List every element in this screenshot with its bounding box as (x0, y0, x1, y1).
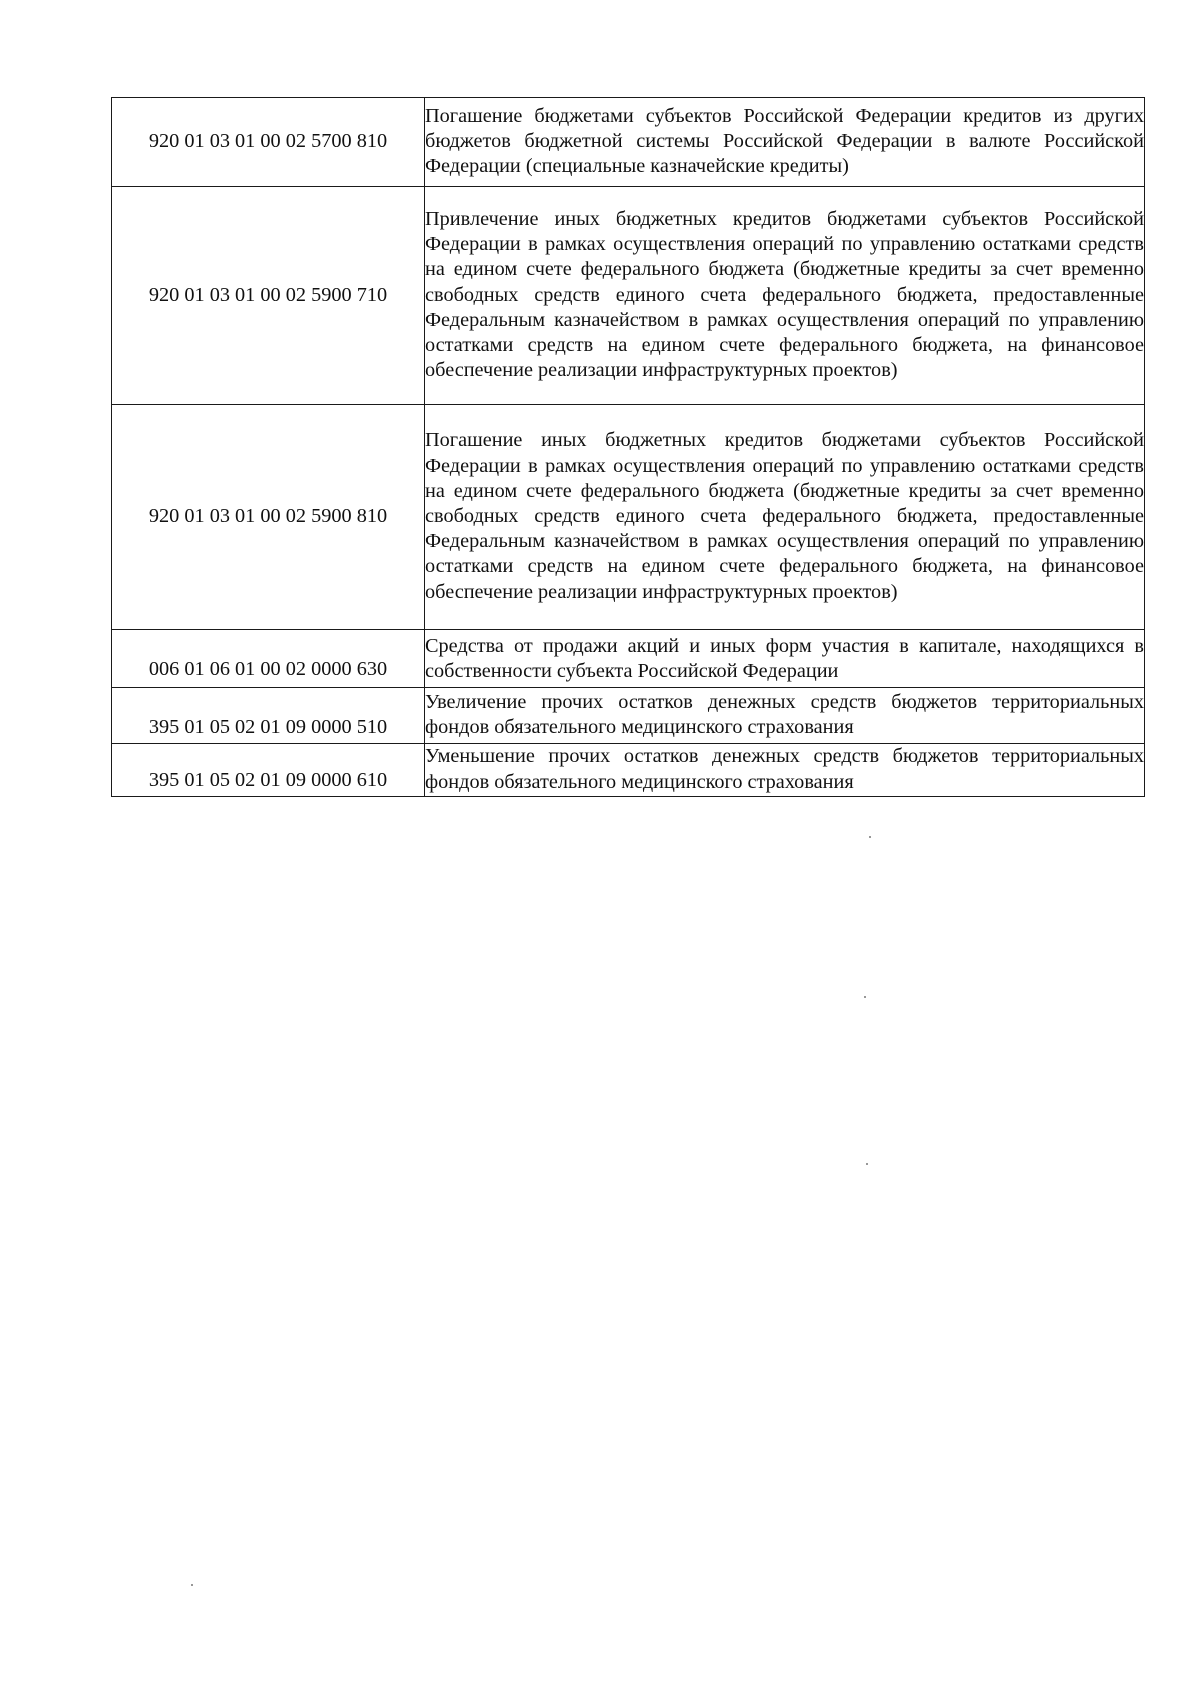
row-description: Привлечение иных бюджетных кредитов бюджетами субъектов Российской Федерации в рамках осуществления операций по управлению остатками средств на едином счете федерального бюджета (бюджетные кредиты за счет временно свободных средств единого счета федерального бюджета, предоставленные Федеральным казначейством в рамках осуществления операций по управлению остатками средств на едином счете федерального бюджета, на финансовое обеспечение реализации инфраструктурных проектов) (425, 186, 1145, 404)
classification-code: 920 01 03 01 00 02 5900 810 (112, 404, 425, 629)
row-description: Увеличение прочих остатков денежных средств бюджетов территориальных фондов обязательного медицинского страхования (425, 687, 1145, 743)
table-row (112, 98, 1145, 187)
budget-classification-table (111, 97, 1145, 797)
classification-code: 920 01 03 01 00 02 5900 710 (112, 186, 425, 404)
classification-code: 395 01 05 02 01 09 0000 610 (112, 743, 425, 796)
scan-speck (864, 996, 866, 998)
row-description: Погашение бюджетами субъектов Российской Федерации кредитов из других бюджетов бюджетной системы Российской Федерации в валюте Российской Федерации (специальные казначейские кредиты) (425, 98, 1145, 187)
row-description: Погашение иных бюджетных кредитов бюджетами субъектов Российской Федерации в рамках осуществления операций по управлению остатками средств на едином счете федерального бюджета (бюджетные кредиты за счет временно свободных средств единого счета федерального бюджета, предоставленные Федеральным казначейством в рамках осуществления операций по управлению остатками средств на едином счете федерального бюджета, на финансовое обеспечение реализации инфраструктурных проектов) (425, 404, 1145, 629)
classification-code: 395 01 05 02 01 09 0000 510 (112, 687, 425, 743)
table-row (112, 687, 1145, 743)
row-description: Уменьшение прочих остатков денежных средств бюджетов территориальных фондов обязательного медицинского страхования (425, 743, 1145, 796)
table-row (112, 629, 1145, 687)
table-row (112, 404, 1145, 629)
scan-speck (866, 1163, 868, 1165)
table-row (112, 743, 1145, 796)
table-row (112, 186, 1145, 404)
scan-speck (191, 1584, 193, 1586)
classification-code: 920 01 03 01 00 02 5700 810 (112, 98, 425, 187)
row-description: Средства от продажи акций и иных форм участия в капитале, находящихся в собственности субъекта Российской Федерации (425, 629, 1145, 687)
classification-code: 006 01 06 01 00 02 0000 630 (112, 629, 425, 687)
scan-speck (869, 836, 871, 838)
